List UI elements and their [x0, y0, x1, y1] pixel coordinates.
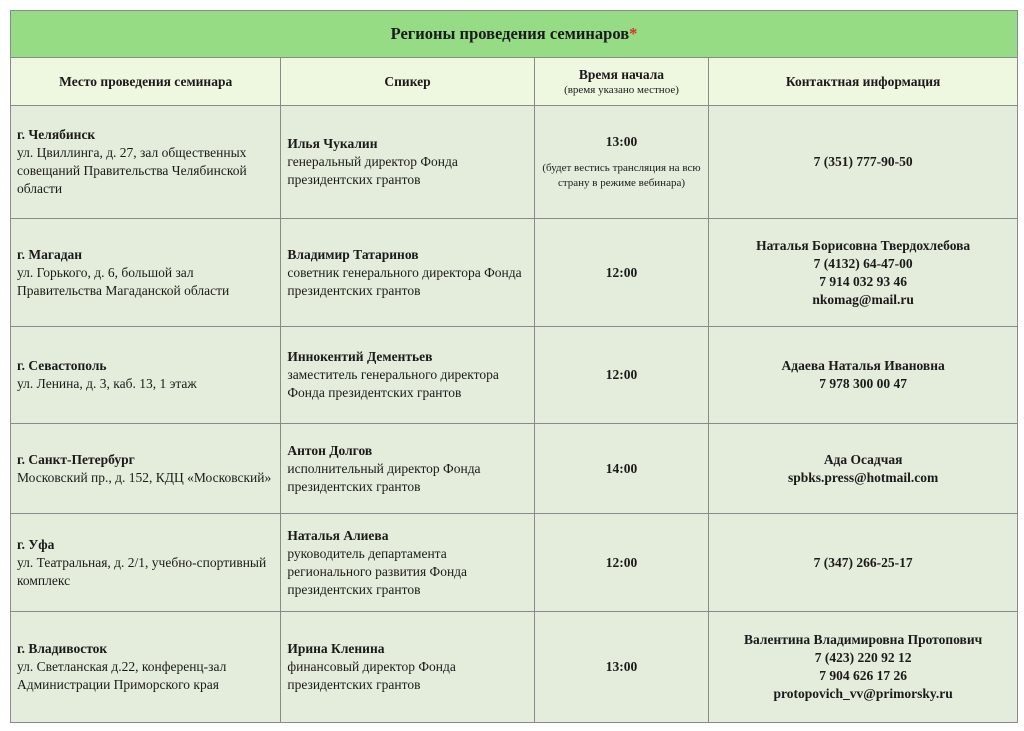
speaker-role: советник генерального директора Фонда президентских грантов — [287, 264, 522, 298]
speaker-name: Антон Долгов — [287, 442, 373, 458]
time-cell — [534, 514, 709, 612]
time-note: (будет вестись трансляция на всю страну в режиме вебинара) — [542, 162, 701, 189]
header-time-note: (время указано местное) — [564, 84, 679, 96]
header-place: Место проведения семинара — [11, 58, 281, 106]
speaker-name: Наталья Алиева — [287, 527, 389, 543]
speaker-role: финансовый директор Фонда президентских грантов — [287, 659, 456, 692]
place-cell — [11, 327, 281, 424]
speaker-role: исполнительный директор Фонда президентских грантов — [287, 460, 481, 494]
address: ул. Театральная, д. 2/1, учебно-спортивный комплекс — [17, 554, 267, 588]
speaker-cell — [281, 514, 534, 612]
table-row — [11, 514, 1018, 612]
speaker-role: генеральный директор Фонда президентских грантов — [287, 154, 458, 187]
table-row — [11, 424, 1018, 514]
contact-cell — [709, 106, 1018, 219]
contact-phone: 7 (347) 266-25-17 — [813, 554, 913, 570]
table-row — [11, 327, 1018, 424]
speaker-role: заместитель генерального директора Фонда президентских грантов — [287, 367, 499, 400]
contact-phone: 7 904 626 17 26 — [819, 668, 907, 683]
address: ул. Светланская д.22, конференц-зал Администрации Приморского края — [17, 659, 227, 692]
speaker-name: Илья Чукалин — [287, 136, 378, 151]
contact-cell — [709, 514, 1018, 612]
contact-cell — [709, 327, 1018, 424]
place-cell — [11, 612, 281, 723]
contact-name: Валентина Владимировна Протопович — [744, 632, 983, 647]
city: г. Уфа — [17, 536, 55, 552]
contact-cell — [709, 612, 1018, 723]
header-time-label: Время начала — [578, 67, 665, 82]
table-title — [11, 11, 1018, 58]
contact-email: spbks.press@hotmail.com — [787, 469, 939, 485]
header-contact: Контактная информация — [709, 58, 1018, 106]
table-row — [11, 106, 1018, 219]
contact-name: Наталья Борисовна Твердохлебова — [756, 237, 971, 253]
seminar-table — [10, 10, 1018, 723]
table-row — [11, 612, 1018, 723]
table-row — [11, 219, 1018, 327]
start-time: 13:00 — [605, 659, 638, 674]
time-cell — [534, 219, 709, 327]
title-row — [11, 11, 1018, 58]
speaker-cell — [281, 424, 534, 514]
place-cell — [11, 424, 281, 514]
place-cell — [11, 106, 281, 219]
speaker-cell — [281, 612, 534, 723]
time-cell — [534, 106, 709, 219]
start-time: 14:00 — [605, 460, 638, 476]
address: ул. Горького, д. 6, большой зал Правительства Магаданской области — [17, 264, 230, 298]
city: г. Челябинск — [17, 127, 96, 142]
speaker-cell — [281, 106, 534, 219]
city: г. Владивосток — [17, 641, 108, 656]
contact-cell — [709, 424, 1018, 514]
address: ул. Ленина, д. 3, каб. 13, 1 этаж — [17, 376, 197, 391]
speaker-cell — [281, 219, 534, 327]
title-asterisk: * — [629, 24, 638, 43]
speaker-cell — [281, 327, 534, 424]
header-row — [11, 58, 1018, 106]
address: ул. Цвиллинга, д. 27, зал общественных совещаний Правительства Челябинской области — [17, 145, 247, 196]
contact-email: protopovich_vv@primorsky.ru — [773, 686, 953, 701]
contact-phone: 7 978 300 00 47 — [819, 376, 907, 391]
speaker-name: Иннокентий Дементьев — [287, 349, 433, 364]
header-time — [534, 58, 709, 106]
start-time: 12:00 — [605, 554, 638, 570]
contact-email: nkomag@mail.ru — [812, 291, 914, 307]
speaker-role: руководитель департамента регионального развития Фонда президентских грантов — [287, 545, 468, 597]
contact-cell — [709, 219, 1018, 327]
start-time: 12:00 — [605, 367, 638, 382]
contact-line: 7 (351) 777-90-50 — [813, 154, 913, 169]
contact-phone: 7 914 032 93 46 — [819, 273, 907, 289]
time-cell — [534, 327, 709, 424]
address: Московский пр., д. 152, КДЦ «Московский» — [17, 469, 272, 485]
contact-phone: 7 (4132) 64-47-00 — [813, 255, 913, 271]
city: г. Магадан — [17, 246, 83, 262]
speaker-name: Ирина Кленина — [287, 641, 385, 656]
city: г. Севастополь — [17, 358, 107, 373]
time-cell — [534, 612, 709, 723]
place-cell — [11, 514, 281, 612]
contact-name: Ада Осадчая — [823, 451, 903, 467]
place-cell — [11, 219, 281, 327]
table-title-text: Регионы проведения семинаров — [390, 24, 630, 43]
header-speaker: Спикер — [281, 58, 534, 106]
start-time: 12:00 — [605, 264, 638, 280]
seminar-schedule — [10, 10, 1018, 726]
start-time: 13:00 — [605, 134, 638, 149]
speaker-name: Владимир Татаринов — [287, 246, 419, 262]
contact-phone: 7 (423) 220 92 12 — [814, 650, 912, 665]
city: г. Санкт-Петербург — [17, 451, 135, 467]
contact-name: Адаева Наталья Ивановна — [781, 358, 945, 373]
time-cell — [534, 424, 709, 514]
